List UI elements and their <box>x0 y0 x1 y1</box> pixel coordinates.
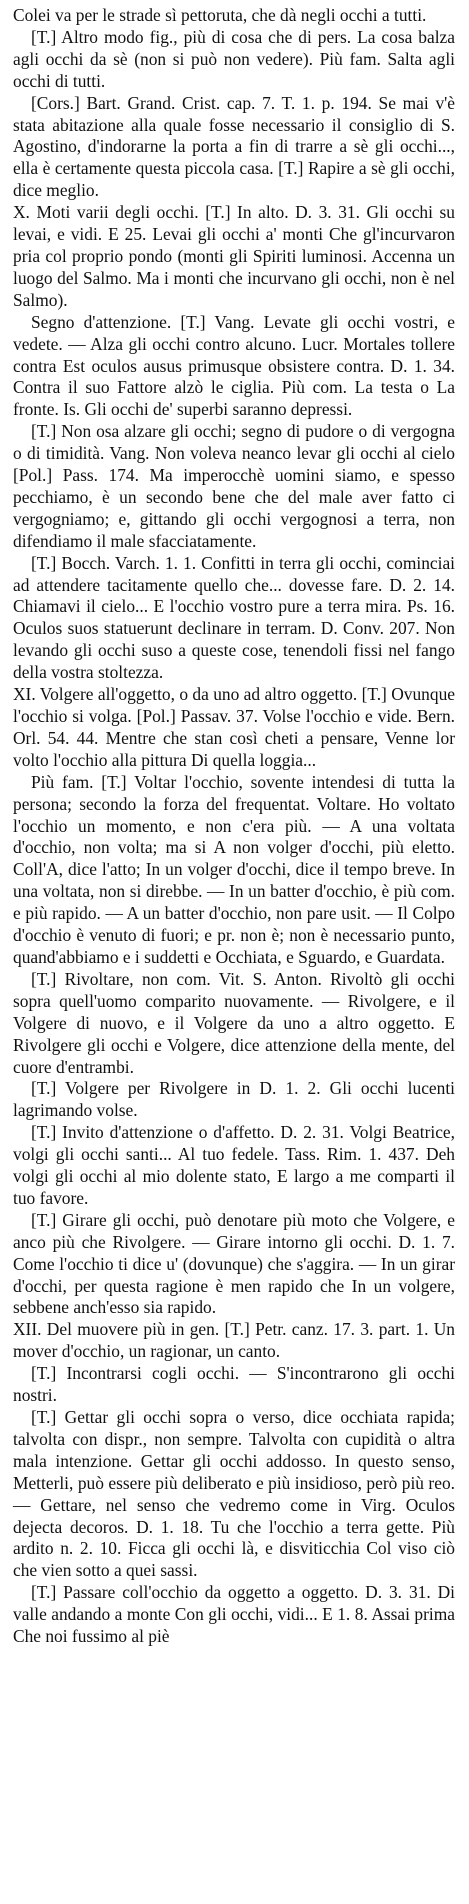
paragraph: [T.] Rivoltare, non com. Vit. S. Anton. Rivoltò gli occhi sopra quell'uomo comparito nuovamente. — Rivolgere, e il Volgere di nuovo, e il Volgere da uno a altro oggetto. E Rivolgere gli occhi e Volgere, dice attenzione della mente, del cuore d'entrambi. <box>13 968 455 1077</box>
section-paragraph: X. Moti varii degli occhi. [T.] In alto. D. 3. 31. Gli occhi su levai, e vidi. E 25. Levai gli occhi a' monti Che gl'incurvaron pria col proprio pondo (monti gli Spiriti luminosi. Accenna un luogo del Salmo. Ma i monti che incurvano gli occhi, non è nel Salmo). <box>13 202 455 310</box>
paragraph: [T.] Volgere per Rivolgere in D. 1. 2. Gli occhi lucenti lagrimando volse. <box>13 1078 455 1121</box>
paragraph: [T.] Non osa alzare gli occhi; segno di pudore o di vergogna o di timidità. Vang. Non voleva neanco levar gli occhi al cielo [Pol.] Pass. 174. Ma imperocchè uomini siamo, e spesso pecchiamo, è un secondo bene che del male aver fatto ci vergogniamo; e, gittando gli occhi vergognosi a terra, non difendiamo il male sfacciatamente. <box>13 421 455 551</box>
paragraph: [T.] Bocch. Varch. 1. 1. Confitti in terra gli occhi, cominciai ad attendere tacitamente quello che... dovesse fare. D. 2. 14. Chiamavi il cielo... E l'occhio vostro pure a terra mira. Ps. 16. Oculos suos statuerunt declinare in terram. D. Conv. 207. Non levando gli occhi suso a queste cose, tenendoli fissi nel fango della vostra stoltezza. <box>13 552 455 683</box>
paragraph: [T.] Altro modo fig., più di cosa che di pers. La cosa balza agli occhi da sè (non si può non vedere). Più fam. Salta agli occhi di tutti. <box>13 26 455 91</box>
section-paragraph: XI. Volgere all'oggetto, o da uno ad altro oggetto. [T.] Ovunque l'occhio si volga. [Pol.] Passav. 37. Volse l'occhio e vide. Bern. Orl. 54. 44. Mentre che stan così cheti a pensare, Venne lor volto l'occhio alla pittura Di quella loggia... <box>13 684 455 770</box>
paragraph: [T.] Incontrarsi cogli occhi. — S'incontrarono gli occhi nostri. <box>13 1363 455 1406</box>
paragraph: [T.] Invito d'attenzione o d'affetto. D. 2. 31. Volgi Beatrice, volgi gli occhi santi... Al tuo fedele. Tass. Rim. 1. 437. Deh volgi gli occhi al mio dolente stato, E largo a me comparti il tuo favore. <box>13 1122 455 1208</box>
paragraph: Segno d'attenzione. [T.] Vang. Levate gli occhi vostri, e vedete. — Alza gli occhi contro alcuno. Lucr. Mortales tollere contra Est oculos ausus primusque obsistere contra. D. 1. 34. Contra il suo Fattore alzò le ciglia. Più com. La testa o La fronte. Is. Gli occhi de' superbi saranno depressi. <box>13 311 455 420</box>
section-paragraph: XII. Del muovere più in gen. [T.] Petr. canz. 17. 3. part. 1. Un mover d'occhio, un ragionar, un canto. <box>13 1319 455 1362</box>
paragraph: [T.] Girare gli occhi, può denotare più moto che Volgere, e anco più che Rivolgere. — Girare intorno gli occhi. D. 1. 7. Come l'occhio ti dice u' (dovunque) che s'aggira. — In un girar d'occhi, per questa ragione è men rapido che In un volgere, sebbene anch'esso sia rapido. <box>13 1209 455 1318</box>
paragraph: Colei va per le strade sì pettoruta, che dà negli occhi a tutti. <box>13 5 427 25</box>
paragraph: [T.] Gettar gli occhi sopra o verso, dice occhiata rapida; talvolta con dispr., non sempre. Talvolta con cupidità o altra mala intenzione. Gettar gli occhi addosso. In questo senso, Metterli, può essere più deliberato e più insidioso, però più reo. — Gettare, nel senso che vedremo come in Virg. Oculos dejecta decoros. D. 1. 18. Tu che l'occhio a terra gette. Più ardito n. 2. 10. Ficca gli occhi là, e disviticchia Col viso ciò che vien sotto a quei sassi. <box>13 1407 455 1581</box>
paragraph: [Cors.] Bart. Grand. Crist. cap. 7. T. 1. p. 194. Se mai v'è stata abitazione alla quale fosse necessario il consiglio di S. Agostino, d'indorarne la porta a fin di trarre a sè gli occhi..., ella è certamente questa piccola casa. [T.] Rapire a sè gli occhi, dice meglio. <box>13 92 455 201</box>
paragraph: Più fam. [T.] Voltar l'occhio, sovente intendesi di tutta la persona; secondo la forza del frequentat. Voltare. Ho voltato l'occhio un momento, e non c'era più. — A una voltata d'occhio, non volta; ma si A non volger d'occhi, più eletto. Coll'A, dice l'atto; In un volger d'occhi, dice il tempo breve. In una voltata, non si direbbe. — In un batter d'occhio, è più com. e più rapido. — A un batter d'occhio, non pare usit. — Il Colpo d'occhio è venuto di fuori; e pr. non è; non è necessario punto, quand'abbiamo e i suddetti e Occhiata, e Sguardo, e Guardata. <box>13 771 455 967</box>
paragraph: [T.] Passare coll'occhio da oggetto a oggetto. D. 3. 31. Di valle andando a monte Con gli occhi, vidi... E 1. 8. Assai prima Che noi fussimo al piè <box>13 1582 455 1647</box>
